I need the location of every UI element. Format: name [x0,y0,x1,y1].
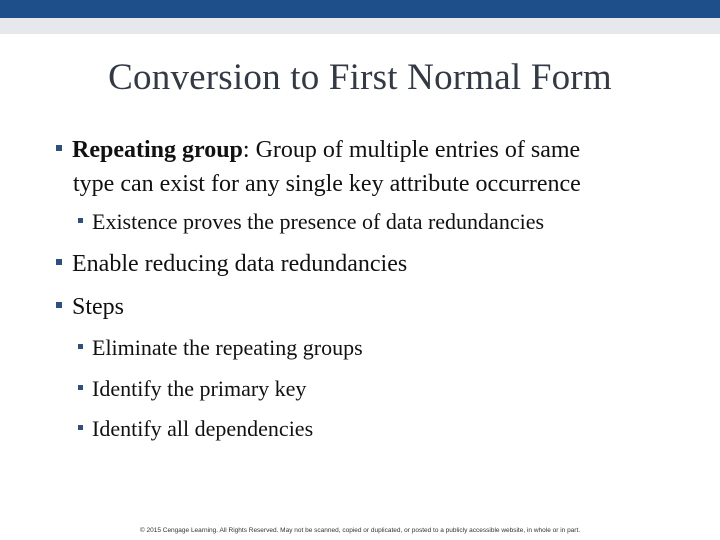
bullet-steps [56,290,696,324]
square-bullet-icon [56,302,62,308]
bullet-text: Eliminate the repeating groups [92,335,363,360]
sub-bullet-existence [78,205,698,239]
square-bullet-icon [56,145,62,151]
bullet-text: Identify the primary key [92,376,307,401]
bullet-text: : Group of multiple entries of same [242,137,581,163]
square-bullet-icon [56,259,62,265]
sub-bullet-dependencies [78,412,698,446]
square-bullet-icon [78,425,83,430]
header-stripe [0,18,720,34]
sub-bullet-primary-key [78,372,698,406]
bullet-repeating-group [56,133,696,201]
bullet-text: Identify all dependencies [92,416,314,441]
square-bullet-icon [78,385,83,390]
sub-bullet-eliminate [78,331,698,365]
slide-title: Conversion to First Normal Form [108,57,612,98]
header-bar [0,0,720,18]
bullet-enable-reducing [56,247,696,281]
bullet-text-continued: type can exist for any single key attribute occurrence [73,171,581,197]
copyright-footer: © 2015 Cengage Learning. All Rights Reserved. May not be scanned, copied or duplicated, or posted to a publicly accessible website, in whole or in part. [139,527,581,534]
bullet-text: Steps [72,294,125,320]
bullet-text: Enable reducing data redundancies [72,251,408,277]
square-bullet-icon [78,218,83,223]
square-bullet-icon [78,344,83,349]
bullet-term: Repeating group [72,137,243,163]
bullet-text: Existence proves the presence of data redundancies [92,209,545,234]
